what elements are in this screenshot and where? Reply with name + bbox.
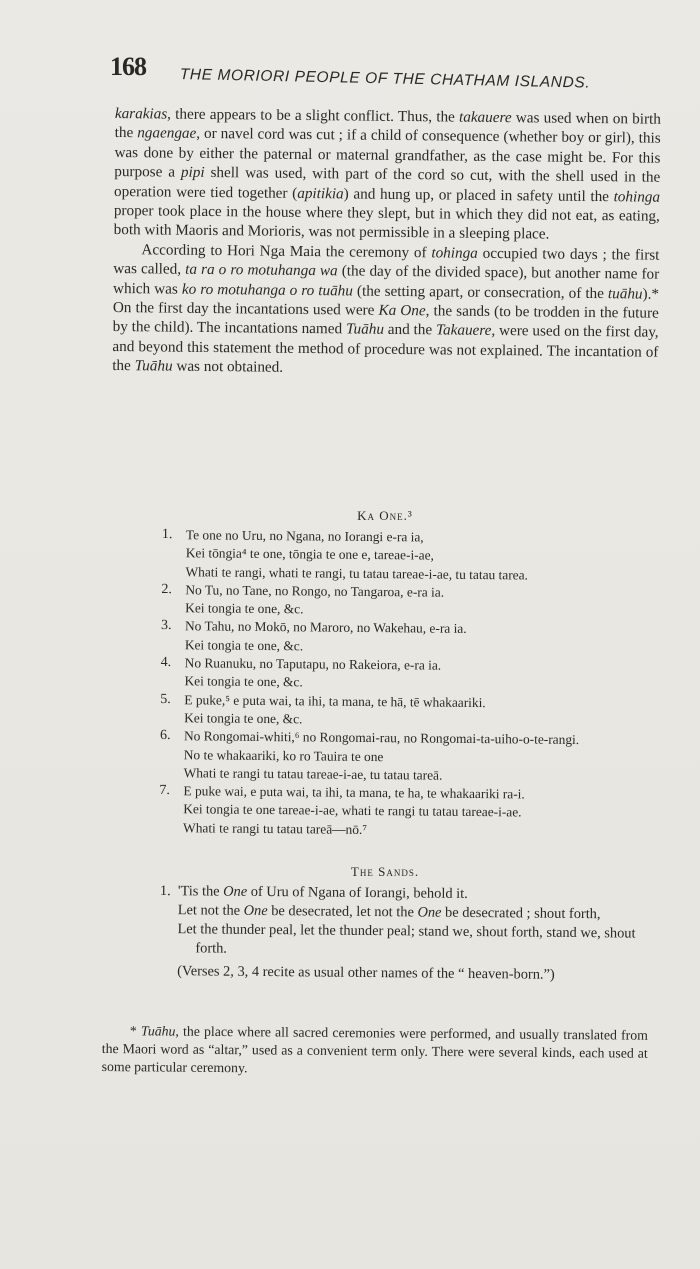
verse-line: No Ruanuku, no Taputapu, no Rakeiora, e-ra ia. — [184, 655, 442, 673]
verse-line: No te whakaariki, ko ro Tauira te one — [183, 746, 384, 764]
sands-verse — [159, 882, 650, 986]
verse-line: Kei tongia te one, &c. — [184, 710, 303, 727]
verse-line: Whati te rangi tu tatau tareae-i-ae, tu tatau tareā. — [183, 765, 443, 783]
verse-number: 1. — [161, 526, 173, 543]
the-sands-translation — [159, 882, 650, 986]
verse-line: Kei tōngia⁴ te one, tōngia te one e, tareae-i-ae, — [185, 545, 434, 563]
verse-2 — [161, 581, 661, 622]
page-number: 168 — [110, 52, 146, 81]
footnote — [102, 1022, 648, 1081]
verse-line: Kei tongia te one, &c. — [185, 600, 304, 617]
verse-line: No Rongomai-whiti,⁶ no Rongomai-rau, no Rongomai-ta-uiho-o-te-rangi. — [183, 728, 580, 748]
ka-one-heading: Ka One.³ — [357, 508, 413, 523]
sands-line-3: Let the thunder peal, let the thunder peal; stand we, shout forth, stand we, shout forth. — [177, 921, 636, 957]
verse-number: 2. — [161, 581, 172, 597]
verse-line: E puke wai, e puta wai, ta ihi, ta mana, te ha, te whakaariki ra-i. — [183, 783, 525, 802]
verse-line: Kei tongia te one tareae-i-ae, whati te rangi tu tatau tareae-i-ae. — [183, 801, 522, 820]
verse-3 — [161, 617, 661, 658]
verse-7 — [159, 782, 660, 842]
verse-line: E puke,⁵ e puta wai, ta ihi, ta mana, te hā, tē whakaariki. — [184, 691, 486, 710]
sands-line-1: 'Tis the One of Uru of Ngana of Iorangi, behold it. — [177, 883, 468, 902]
sands-verse-number: 1. — [159, 882, 171, 900]
footnote-text: * Tuāhu, the place where all sacred ceremonies were performed, and usually translated from the Maori word as “altar,” used as a convenient term only. There were several kinds, each used at some particular ceremony. — [101, 1023, 648, 1076]
verse-5 — [160, 691, 660, 732]
verse-number: 6. — [159, 728, 171, 744]
verse-number: 7. — [159, 783, 171, 799]
body-text — [112, 104, 661, 381]
verse-line: No Tu, no Tane, no Rongo, no Tangaroa, e-ra ia. — [185, 582, 445, 600]
verse-number: 5. — [160, 691, 171, 707]
paragraph-2: According to Hori Nga Maia the ceremony of tohinga occupied two days ; the first was called, ta ra o ro motuhanga wa (the day of the divided space), but another name for which was ko ro motuhanga o ro tuāhu (the setting apart, or consecration, of the tuāhu).* On the first day the incantations used were Ka One, the sands (to be trodden in the future by the child). The incantations named Tuāhu and the Takauere, were used on the first day, and beyond this statement the method of procedure was not explained. The incantation of the Tuāhu was not obtained. — [112, 241, 660, 377]
running-header — [110, 50, 670, 90]
verse-6 — [160, 727, 661, 787]
verse-line: Kei tongia te one, &c. — [184, 673, 303, 690]
verse-line: Whati te rangi, whati te rangi, tu tatau tareae-i-ae, tu tatau tarea. — [185, 563, 529, 583]
sands-line-4: (Verses 2, 3, 4 recite as usual other names of the “ heaven-born.”) — [177, 963, 555, 983]
paragraph-1: karakias, there appears to be a slight conflict. Thus, the takauere was used when on birth the ngaengae, or navel cord was cut ; if a child of consequence (whether boy or girl), this was done by either the paternal or maternal grandfather, as the case might be. For this purpose a pipi shell was used, with part of the cord so cut, with the shell used in the operation were tied together (apitikia) and hung up, or placed in safety until the tohinga proper took place in the house where they slept, but in which they did not eat, as eating, both with Maoris and Morioris, was not permissible in a sleeping place. — [113, 104, 661, 243]
verse-line: Te one no Uru, no Ngana, no Iorangi e-ra ia, — [185, 527, 424, 545]
verse-number: 3. — [160, 618, 172, 634]
running-title: THE MORIORI PEOPLE OF THE CHATHAM ISLANDS. — [179, 66, 591, 92]
verse-line: Whati te rangi tu tatau tareā—nō.⁷ — [183, 819, 368, 837]
the-sands-heading: The Sands. — [350, 864, 420, 879]
verse-line: No Tahu, no Mokō, no Maroro, no Wakehau, e-ra ia. — [184, 618, 467, 637]
sands-line-2: Let not the One be desecrated, let not the One be desecrated ; shout forth, — [177, 902, 601, 923]
verse-number: 4. — [160, 655, 172, 671]
verse-1 — [161, 526, 662, 586]
verse-4 — [160, 654, 660, 695]
ka-one-verses — [159, 526, 662, 842]
verse-line: Kei tongia te one, &c. — [184, 637, 304, 654]
